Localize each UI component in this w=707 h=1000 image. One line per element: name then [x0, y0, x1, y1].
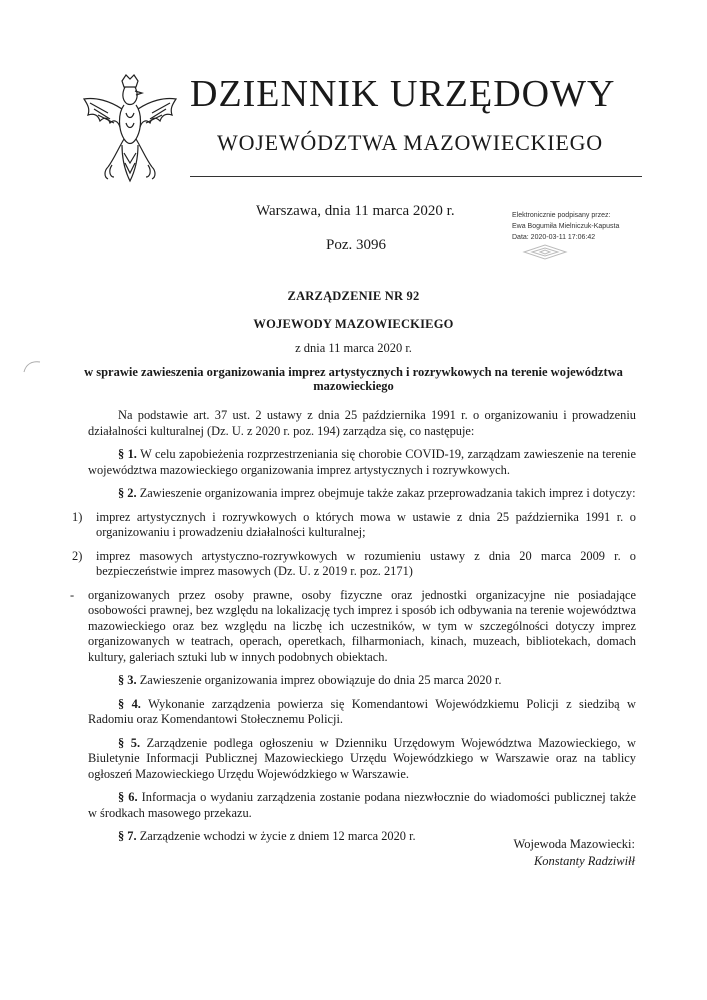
journal-title: DZIENNIK URZĘDOWY	[190, 73, 616, 115]
section-label: § 4.	[118, 696, 141, 711]
list-item-text: imprez artystycznych i rozrywkowych o których mowa w ustawie z dnia 25 października 1991 r. o organizowaniu i prowadzeniu działalności kulturalnej;	[96, 509, 636, 539]
esign-line: Data: 2020-03-11 17:06:42	[512, 234, 596, 241]
eagle-emblem-icon	[78, 73, 182, 189]
signature-verified-icon	[520, 242, 570, 262]
section-2	[88, 486, 636, 502]
dash-paragraph-text: organizowanych przez osoby prawne, osoby fizyczne oraz jednostki organizacyjne nie posiadające osobowości prawnej, bez względu na lokalizację tych imprez i sposób ich odbywania na terenie województwa mazowieckiego oraz bez względu na liczbę ich uczestników, w tym w szczególności dotyczy imprez organizowanych w teatrach, operach, operetkach, filharmoniach, kinach, muzeach, bibliotekach, domach kultury, galeriach sztuki lub w innych podobnych obiektach.	[88, 587, 636, 664]
dash-paragraph	[70, 587, 636, 666]
section-label: § 7.	[118, 829, 137, 843]
section-label: § 6.	[118, 790, 138, 804]
section-6	[88, 790, 636, 821]
signatory-title: Wojewoda Mazowiecki:	[513, 837, 635, 851]
dash-mark: -	[70, 587, 75, 602]
ordinance-body	[70, 408, 636, 853]
signature-block	[513, 836, 635, 870]
signatory-name: Konstanty Radziwiłł	[533, 854, 635, 868]
section-label: § 5.	[118, 735, 141, 750]
section-label: § 3.	[118, 673, 137, 687]
ordinance-number: ZARZĄDZENIE NR 92	[287, 289, 420, 303]
section-text: Zawieszenie organizowania imprez obowiązuje do dnia 25 marca 2020 r.	[139, 673, 502, 687]
list-item	[72, 509, 636, 541]
section-label: § 1.	[118, 447, 137, 461]
section-text: Zawieszenie organizowania imprez obejmuje także zakaz przeprowadzania takich imprez i dotyczy:	[139, 486, 636, 500]
place-date: Warszawa, dnia 11 marca 2020 r.	[256, 203, 455, 219]
list-number: 2)	[72, 548, 83, 563]
electronic-signature-block	[512, 210, 619, 243]
section-text: Wykonanie zarządzenia powierza się Komendantowi Wojewódzkiemu Policji z siedzibą w Radomiu oraz Komendantowi Stołecznemu Policji.	[88, 696, 636, 726]
section-5	[88, 736, 636, 783]
section-4	[88, 697, 636, 728]
position-number: Poz. 3096	[326, 237, 386, 253]
esign-line: Ewa Bogumiła Mielniczuk-Kapusta	[512, 223, 620, 230]
ordinance-subject: w sprawie zawieszenia organizowania imprez artystycznych i rozrywkowych na terenie województwa mazowieckiego	[84, 365, 623, 393]
section-3	[88, 673, 636, 689]
section-1	[88, 447, 636, 478]
section-label: § 2.	[118, 486, 137, 500]
journal-subtitle: WOJEWÓDZTWA MAZOWIECKIEGO	[217, 130, 603, 155]
section-text: Zarządzenie podlega ogłoszeniu w Dzienniku Urzędowym Województwa Mazowieckiego, w Biuletynie Informacji Publicznej Mazowieckiego Urzędu Wojewódzkiego w Warszawie oraz na tablicy ogłoszeń Mazowieckiego Urzędu Wojewódzkiego w Warszawie.	[88, 735, 636, 781]
list-number: 1)	[72, 509, 83, 524]
esign-line: Elektronicznie podpisany przez:	[512, 212, 611, 219]
section-text: W celu zapobieżenia rozprzestrzeniania się chorobie COVID-19, zarządzam zawieszenie na terenie województwa mazowieckiego organizowania imprez artystycznych i rozrywkowych.	[88, 447, 636, 477]
section-text: Zarządzenie wchodzi w życie z dniem 12 marca 2020 r.	[139, 829, 416, 843]
header-divider	[190, 176, 642, 177]
issuer: WOJEWODY MAZOWIECKIEGO	[253, 317, 454, 331]
scan-mark-icon	[22, 358, 42, 374]
section-text: Informacja o wydaniu zarządzenia zostanie podana niezwłocznie do wiadomości publicznej także w środkach masowego przekazu.	[88, 790, 636, 820]
list-item-text: imprez masowych artystyczno-rozrywkowych w rozumieniu ustawy z dnia 20 marca 2009 r. o bezpieczeństwie imprez masowych (Dz. U. z 2019 r. poz. 2171)	[96, 548, 636, 578]
ordinance-date: z dnia 11 marca 2020 r.	[295, 341, 412, 355]
list-item	[72, 548, 636, 580]
legal-basis: Na podstawie art. 37 ust. 2 ustawy z dnia 25 października 1991 r. o organizowaniu i prowadzeniu działalności kulturalnej (Dz. U. z 2020 r. poz. 194) zarządza się, co następuje:	[88, 408, 636, 438]
